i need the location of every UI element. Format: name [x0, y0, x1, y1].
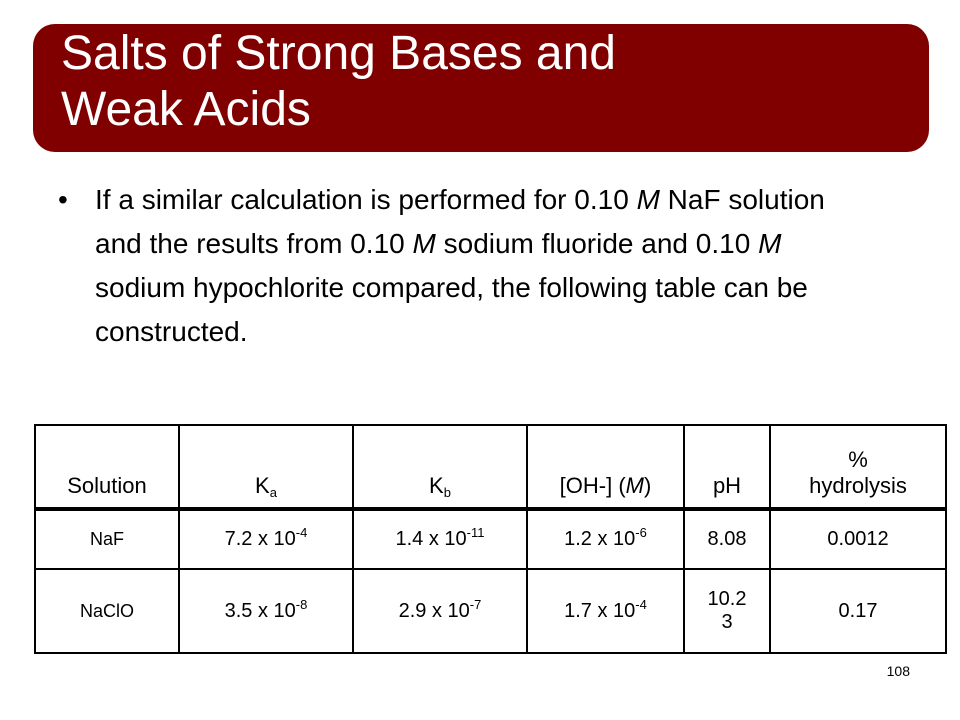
table-row: [35, 569, 946, 653]
header-hydrolysis-line2: hydrolysis: [809, 473, 907, 498]
cell-hydroxide-exponent: -6: [635, 525, 647, 540]
cell-ka-mantissa: 3.5 x 10: [224, 599, 296, 622]
header-ka: [179, 425, 353, 509]
header-ka-base: K: [255, 473, 270, 498]
bullet-text: [95, 178, 858, 354]
cell-solution: NaF: [35, 509, 179, 569]
cell-ka-exponent: -4: [295, 525, 308, 540]
cell-ka-exponent: -8: [295, 596, 308, 612]
slide-number: 108: [886, 663, 910, 679]
cell-hydroxide: [527, 569, 684, 653]
cell-ph-line2: 3: [721, 611, 733, 633]
header-hydrolysis-line1: %: [848, 447, 868, 472]
table-row: [35, 509, 946, 569]
cell-kb-mantissa: 2.9 x 10: [398, 599, 470, 622]
header-hydroxide-prefix: [OH-] (: [559, 473, 626, 498]
cell-ph: [684, 569, 770, 653]
molar-unit: M: [412, 228, 436, 259]
bullet-point: [58, 178, 858, 354]
cell-hydrolysis: 0.17: [770, 569, 946, 653]
header-kb: [353, 425, 527, 509]
slide-title-line1: Salts of Strong Bases and: [61, 27, 616, 80]
cell-hydroxide-mantissa: 1.7 x 10: [564, 599, 636, 622]
molar-unit: M: [636, 184, 660, 215]
bullet-text-part4: sodium hypochlorite compared, the following table can be constructed.: [95, 272, 808, 347]
header-ka-subscript: a: [269, 485, 277, 500]
cell-hydrolysis: 0.0012: [770, 509, 946, 569]
header-solution: Solution: [35, 425, 179, 509]
bullet-text-part2: NaF solution and the results from 0.10: [95, 184, 825, 259]
cell-kb: [353, 509, 527, 569]
header-hydroxide-suffix: ): [644, 473, 652, 498]
cell-ph: [684, 509, 770, 569]
header-hydroxide: [527, 425, 684, 509]
header-kb-subscript: b: [443, 485, 451, 500]
cell-ka: [179, 509, 353, 569]
header-hydrolysis: [770, 425, 946, 509]
header-hydroxide-unit: M: [625, 473, 644, 498]
title-bar: [33, 24, 929, 152]
cell-hydroxide-mantissa: 1.2 x 10: [564, 528, 636, 550]
table-header-row: [35, 425, 946, 509]
bullet-marker: •: [58, 184, 68, 215]
bullet-text-part1: If a similar calculation is performed for 0.10: [95, 184, 637, 215]
slide-title: [61, 26, 901, 138]
cell-hydroxide-exponent: -4: [635, 596, 647, 612]
bullet-text-part3: sodium fluoride and 0.10: [435, 228, 759, 259]
comparison-table: [34, 424, 947, 654]
header-kb-base: K: [429, 473, 444, 498]
cell-hydroxide: [527, 509, 684, 569]
cell-kb-exponent: -7: [469, 596, 482, 612]
cell-kb-mantissa: 1.4 x 10: [395, 528, 467, 550]
cell-ph-line1: 10.2: [707, 588, 747, 610]
header-ph: pH: [684, 425, 770, 509]
cell-kb-exponent: -11: [466, 525, 485, 540]
slide-title-line2: Weak Acids: [61, 83, 311, 136]
cell-solution: NaClO: [35, 569, 179, 653]
molar-unit: M: [758, 228, 782, 259]
cell-kb: [353, 569, 527, 653]
cell-ph-line1: 8.08: [707, 528, 747, 550]
cell-ka-mantissa: 7.2 x 10: [224, 528, 296, 550]
cell-ka: [179, 569, 353, 653]
